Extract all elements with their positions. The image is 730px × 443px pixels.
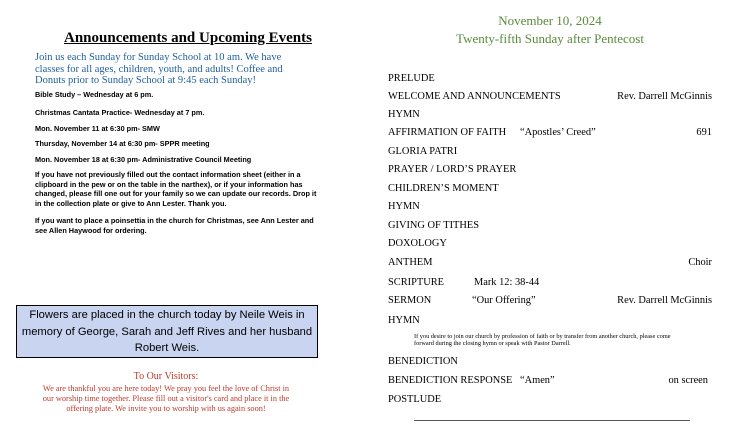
service-date: November 10, 2024 <box>498 13 602 28</box>
hymnal-number: 691 <box>696 127 712 138</box>
sermon-title: “Our Offering” <box>472 295 536 306</box>
worship-element: GLORIA PATRI <box>388 146 458 157</box>
bottom-divider <box>414 420 690 421</box>
worship-leader: Rev. Darrell McGinnis <box>617 91 712 102</box>
poinsettia-notice: If you want to place a poinsettia in the church for Christmas, see Ann Lester and see Allen Haywood for ordering. <box>35 216 314 235</box>
order-of-worship-row <box>388 294 712 308</box>
announcement-item: Thursday, November 14 at 6:30 pm- SPPR meeting <box>35 139 210 148</box>
announcements-title: Announcements and Upcoming Events <box>64 30 312 46</box>
order-of-worship-row <box>388 374 712 388</box>
worship-element: CHILDREN’S MOMENT <box>388 183 499 194</box>
worship-detail: “Apostles’ Creed” <box>520 127 596 138</box>
order-of-worship-row <box>388 182 712 196</box>
order-of-worship-row <box>388 314 712 328</box>
order-of-worship-row <box>388 276 712 290</box>
sunday-school-intro: Join us each Sunday for Sunday School at 10 am. We have classes for all ages, children, youth, and adults! Coffee and Donuts prior to Sunday School at 9:45 each Sunday! <box>35 52 283 86</box>
order-of-worship-row <box>388 355 712 369</box>
worship-element: SERMON <box>388 295 432 306</box>
worship-element: BENEDICTION <box>388 356 458 367</box>
visitors-title: To Our Visitors: <box>133 371 199 382</box>
order-of-worship-row <box>388 90 712 104</box>
order-of-worship-row <box>388 393 712 407</box>
order-of-worship-row <box>388 126 712 140</box>
order-of-worship-row <box>388 72 712 86</box>
visitors-message: We are thankful you are here today! We pray you feel the love of Christ in our worship time together. Please fill out a visitor's card and place it in the offering plate. We invite you to worship with us again soon! <box>42 384 290 413</box>
worship-detail-location: on screen <box>668 375 708 386</box>
announcement-item: Christmas Cantata Practice- Wednesday at 7 pm. <box>35 108 205 117</box>
worship-element: PRELUDE <box>388 73 435 84</box>
worship-leader: Choir <box>688 257 712 268</box>
announcement-item: Mon. November 18 at 6:30 pm- Administrative Council Meeting <box>35 155 252 164</box>
worship-element: ANTHEM <box>388 257 433 268</box>
worship-element: SCRIPTURE <box>388 277 445 288</box>
scripture-reference: Mark 12: 38-44 <box>474 277 540 288</box>
order-of-worship-row <box>388 145 712 159</box>
announcement-item: Mon. November 11 at 6:30 pm- SMW <box>35 124 160 133</box>
worship-element: GIVING OF TITHES <box>388 220 480 231</box>
worship-leader: Rev. Darrell McGinnis <box>617 295 712 306</box>
announcement-item: Bible Study – Wednesday at 6 pm. <box>35 90 154 99</box>
order-of-worship-row <box>388 256 712 270</box>
liturgical-sunday: Twenty-fifth Sunday after Pentecost <box>456 31 644 46</box>
worship-element: PRAYER / LORD’S PRAYER <box>388 164 517 175</box>
order-of-worship-row <box>388 219 712 233</box>
worship-element: DOXOLOGY <box>388 238 447 249</box>
membership-invitation-note: If you desire to join our church by profession of faith or by transfer from another church, please come forward during the closing hymn or speak with Pastor Darrell. <box>414 333 671 348</box>
worship-element: BENEDICTION RESPONSE <box>388 375 513 386</box>
worship-element: POSTLUDE <box>388 394 442 405</box>
worship-element: AFFIRMATION OF FAITH <box>388 127 507 138</box>
worship-element: HYMN <box>388 315 420 326</box>
worship-detail: “Amen” <box>520 375 555 386</box>
order-of-worship-row <box>388 108 712 122</box>
contact-info-notice: If you have not previously filled out the contact information sheet (either in a clipboard in the pew or on the table in the narthex), or if your information has changed, please fill one out for your family so we can update our records. Drop it in the collection plate or give to Ann Lester. Thank you. <box>35 170 317 208</box>
worship-element: WELCOME AND ANNOUNCEMENTS <box>388 91 561 102</box>
worship-element: HYMN <box>388 109 420 120</box>
order-of-worship-row <box>388 200 712 214</box>
flowers-dedication-box: Flowers are placed in the church today by Neile Weis in memory of George, Sarah and Jeff Rives and her husband Robert Weis. <box>16 305 318 358</box>
order-of-worship-row <box>388 237 712 251</box>
order-of-worship-row <box>388 163 712 177</box>
worship-element: HYMN <box>388 201 420 212</box>
